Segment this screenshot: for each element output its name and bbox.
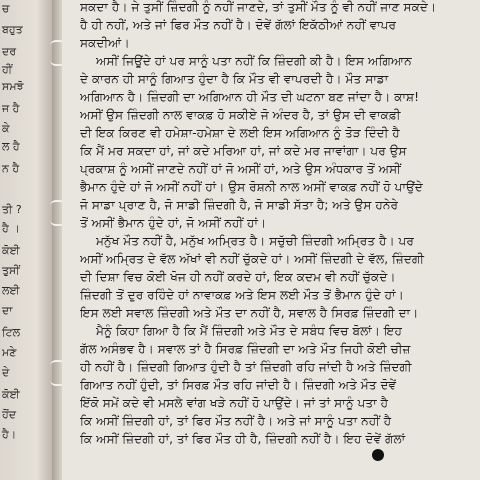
left-fragment: ਜ ਹੈ: [2, 102, 20, 115]
left-fragment: ਹੈ।: [2, 428, 17, 441]
text-line: ਜ਼ਿੰਦਗੀ ਤੋਂ ਦੂਰ ਰਹਿੰਦੇ ਹਾਂ ਨਾਵਾਕਫ਼ ਅਤੇ ਇਸ ਲਈ ਮੌਤ ਤੋਂ ਭੈਮਾਨ ਹੁੰਦੇ ਹਾਂ।: [80, 288, 404, 302]
ink-blot: [372, 449, 384, 461]
text-line: ਇੱਕੋ ਸਮੇਂ ਕਦੇ ਵੀ ਮਸਲੇ ਵਾਂਗ ਖੜੇ ਨਹੀਂ ਹੋ ਪਾਉਂਦੇ। ਜਾਂ ਤਾਂ ਸਾਨੂੰ ਪਤਾ ਹੈ: [80, 396, 389, 410]
left-fragment: ਹੋਂਦ: [2, 408, 17, 421]
text-line: ਅਗਿਆਨ ਹੈ। ਜ਼ਿੰਦਗੀ ਦਾ ਅਗਿਆਨ ਹੀ ਮੌਤ ਦੀ ਘਟਨਾ ਬਣ ਜਾਂਦਾ ਹੈ। ਕਾਸ਼!: [80, 90, 420, 104]
text-line: ਕਿ ਅਸੀਂ ਜ਼ਿੰਦਗੀ ਹਾਂ, ਤਾਂ ਫਿਰ ਮੌਤ ਹੀ ਹੈ, ਜ਼ਿੰਦਗੀ ਨਹੀਂ ਹੈ। ਇਹ ਦੋਵੇਂ ਗੱਲਾਂ: [80, 432, 406, 446]
left-fragment: ਤੁਸੀਂ: [2, 264, 20, 277]
text-line: ਸਕਦੀਆਂ।: [80, 36, 130, 50]
text-line: ਦੇ ਕਾਰਨ ਹੀ ਸਾਨੂੰ ਗਿਆਤ ਹੁੰਦਾ ਹੈ ਕਿ ਮੌਤ ਵੀ ਵਾਪਰਦੀ ਹੈ। ਮੌਤ ਸਾਡਾ: [80, 72, 389, 86]
left-fragment: ਹੀਂ: [2, 63, 13, 76]
book-gutter: [52, 0, 62, 480]
text-line: ਜੋ ਸਾਡਾ ਪ੍ਰਾਣ ਹੈ, ਜੋ ਸਾਡੀ ਜ਼ਿੰਦਗੀ ਹੈ, ਜੋ ਸਾਡੀ ਸੱਤਾ ਹੈ; ਅਤੇ ਉਸ ਹਨੇਰੇ: [80, 198, 399, 212]
text-line: ਅਸੀਂ ਅਮ੍ਰਿਤ ਦੇ ਵੱਲ ਅੱਖਾਂ ਵੀ ਨਹੀਂ ਚੁੱਕਦੇ ਹਾਂ। ਅਸੀਂ ਜ਼ਿੰਦਗੀ ਦੇ ਵੱਲ, ਜ਼ਿੰਦਗੀ: [80, 252, 425, 266]
left-fragment: ਸਮਝੋ: [2, 80, 24, 93]
left-page: [0, 0, 52, 480]
text-line: ਦੀ ਇਕ ਕਿਰਣ ਵੀ ਹਮੇਸ਼ਾ-ਹਮੇਸ਼ਾ ਦੇ ਲਈ ਇਸ ਅਗਿਆਨ ਨੂੰ ਤੋੜ ਦਿੰਦੀ ਹੈ: [80, 126, 400, 140]
left-fragment: ਬਹੁਤ: [2, 23, 23, 36]
left-fragment: ਟਿਲ: [2, 326, 21, 339]
left-fragment: ਹੈ ।: [2, 222, 20, 235]
left-fragment: ਦਰ: [2, 45, 17, 58]
left-fragment: ਦੇ: [2, 366, 10, 379]
text-line: ਦੀ ਦਿਸ਼ਾ ਵਿਚ ਕੋਈ ਖੋਜ ਹੀ ਨਹੀਂ ਕਰਦੇ ਹਾਂ, ਇਕ ਕਦਮ ਵੀ ਨਹੀਂ ਚੁੱਕਦੇ।: [80, 270, 396, 284]
left-fragment: ਤੀ ?: [2, 203, 22, 216]
text-line: ਕਿ ਮੈਂ ਮਰ ਸਕਦਾ ਹਾਂ, ਜਾਂ ਕਦੇ ਮਰਿਆ ਹਾਂ, ਜਾਂ ਕਦੇ ਮਰ ਜਾਵਾਂਗਾ। ਪਰ ਉਸ: [80, 144, 407, 158]
text-line: ਭੈਮਾਨ ਹੁੰਦੇ ਹਾਂ ਜੋ ਅਸੀਂ ਨਹੀਂ ਹਾਂ। ਉਸ ਰੋਸ਼ਨੀ ਨਾਲ ਅਸੀਂ ਵਾਕਫ਼ ਨਹੀਂ ਹੋ ਪਾਉਂਦੇ: [80, 180, 423, 194]
left-fragment: ਲਈ: [2, 284, 20, 297]
left-fragment: ਕੋਈ: [2, 388, 20, 401]
text-line: ਅਸੀਂ ਉਸ ਜ਼ਿੰਦਗੀ ਨਾਲ ਵਾਕਫ਼ ਹੋ ਸਕੀਏ ਜੋ ਅੰਦਰ ਹੈ, ਤਾਂ ਉਸ ਦੀ ਵਾਕਫ਼ੀ: [80, 108, 401, 122]
left-fragment: ਨ ਹੈ: [2, 162, 20, 175]
text-line: ਗੱਲ ਅਸੰਭਵ ਹੈ। ਸਵਾਲ ਤਾਂ ਹੈ ਸਿਰਫ਼ ਜ਼ਿੰਦਗੀ ਦਾ ਅਤੇ ਮੌਤ ਜਿਹੀ ਕੋਈ ਚੀਜ਼: [80, 342, 411, 356]
right-page: [62, 0, 480, 480]
text-line: ਗਿਆਤ ਨਹੀਂ ਹੁੰਦੀ, ਤਾਂ ਸਿਰਫ਼ ਮੌਤ ਰਹਿ ਜਾਂਦੀ ਹੈ। ਜ਼ਿੰਦਗੀ ਅਤੇ ਮੌਤ ਦੋਵੇਂ: [80, 378, 397, 392]
text-line: ਮੈਨੂੰ ਕਿਹਾ ਗਿਆ ਹੈ ਕਿ ਮੈਂ ਜ਼ਿੰਦਗੀ ਅਤੇ ਮੌਤ ਦੇ ਸਬੰਧ ਵਿਚ ਬੋਲਾਂ। ਇਹ: [96, 324, 402, 338]
text-line: ਅਸੀਂ ਜਿਊਂਦੇ ਹਾਂ ਪਰ ਸਾਨੂੰ ਪਤਾ ਨਹੀਂ ਕਿ ਜ਼ਿੰਦਗੀ ਕੀ ਹੈ। ਇਸ ਅਗਿਆਨ: [96, 54, 412, 68]
left-fragment: ਦਾ: [2, 304, 13, 317]
text-line: ਮਨੁੱਖ ਮੌਤ ਨਹੀਂ ਹੈ, ਮਨੁੱਖ ਅਮ੍ਰਿਤ ਹੈ। ਸਚੁੱਚੀ ਜ਼ਿੰਦਗੀ ਅਮ੍ਰਿਤ ਹੈ। ਪਰ: [96, 234, 414, 248]
text-line: ਕਿ ਅਸੀਂ ਜ਼ਿੰਦਗੀ ਹਾਂ, ਤਾਂ ਫਿਰ ਮੌਤ ਨਹੀਂ ਹੈ। ਅਤੇ ਜਾਂ ਸਾਨੂੰ ਪਤਾ ਨਹੀਂ ਹੈ: [80, 414, 392, 428]
left-fragment: ਕੇ: [2, 122, 10, 135]
left-fragment: ਮਣੇ: [2, 346, 17, 359]
text-line: ਹੈ ਹੀ ਨਹੀਂ, ਅਤੇ ਜਾਂ ਫਿਰ ਮੌਤ ਨਹੀਂ ਹੈ। ਦੋਵੇਂ ਗੱਲਾਂ ਇਕੱਠੀਆਂ ਨਹੀਂ ਵਾਪਰ: [80, 18, 397, 32]
text-line: ਸਕਦਾ ਹੈ। ਜੇ ਤੁਸੀਂ ਜ਼ਿੰਦਗੀ ਨੂੰ ਨਹੀਂ ਜਾਣਦੇ, ਤਾਂ ਤੁਸੀਂ ਮੌਤ ਨੂੰ ਵੀ ਨਹੀਂ ਜਾਣ ਸਕਦੇ।: [80, 0, 437, 14]
left-fragment: ਚ: [2, 2, 10, 15]
text-line: ਇਸ ਲਈ ਸਵਾਲ ਜ਼ਿੰਦਗੀ ਅਤੇ ਮੌਤ ਦਾ ਨਹੀਂ ਹੈ, ਸਵਾਲ ਹੈ ਸਿਰਫ਼ ਜ਼ਿੰਦਗੀ ਦਾ।: [80, 306, 419, 320]
text-line: ਤੋਂ ਅਸੀਂ ਭੈਮਾਨ ਹੁੰਦੇ ਹਾਂ, ਜੋ ਅਸੀਂ ਨਹੀਂ ਹਾਂ।: [80, 216, 267, 230]
text-line: ਹੀ ਨਹੀਂ ਹੈ। ਜ਼ਿੰਦਗੀ ਗਿਆਤ ਹੁੰਦੀ ਹੈ ਤਾਂ ਜ਼ਿੰਦਗੀ ਰਹਿ ਜਾਂਦੀ ਹੈ ਅਤੇ ਜ਼ਿੰਦਗੀ: [80, 360, 412, 374]
left-fragment: ਲ ਹੈ: [2, 140, 20, 153]
text-line: ਪ੍ਰਕਾਸ਼ ਨੂੰ ਅਸੀਂ ਜਾਣਦੇ ਨਹੀਂ ਹਾਂ ਜੋ ਅਸੀਂ ਹਾਂ, ਅਤੇ ਉਸ ਅੰਧਕਾਰ ਤੋਂ ਅਸੀਂ: [80, 162, 401, 176]
left-fragment: ਕੋਈ: [2, 244, 20, 257]
